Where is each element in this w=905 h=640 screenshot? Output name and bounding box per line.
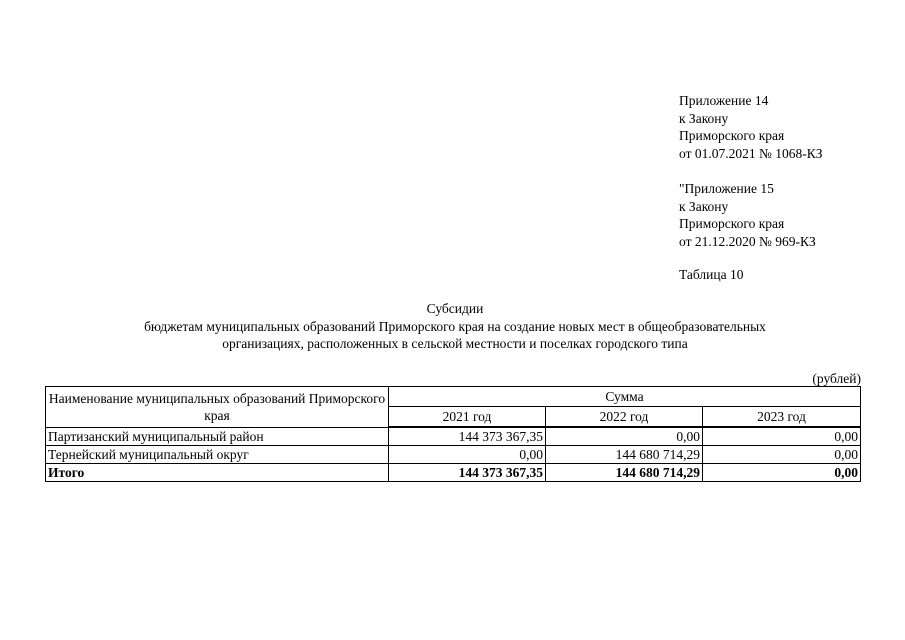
cell-amount: 0,00 — [703, 427, 861, 446]
cell-municipality: Тернейский муниципальный округ — [46, 446, 389, 464]
cell-total-amount: 144 680 714,29 — [546, 464, 703, 482]
title-line: Субсидии — [426, 301, 484, 316]
appendix-line: "Приложение 15 — [679, 181, 774, 196]
appendix-line: к Закону — [679, 198, 729, 214]
appendix-original-reference — [679, 180, 879, 250]
appendix-current-reference — [679, 92, 879, 162]
cell-amount: 0,00 — [703, 446, 861, 464]
cell-amount: 144 680 714,29 — [546, 446, 703, 464]
cell-total-amount: 144 373 367,35 — [389, 464, 546, 482]
header-year: 2021 год — [389, 407, 546, 428]
document-title — [60, 300, 850, 353]
table-row — [46, 427, 861, 446]
table-total-row — [46, 464, 861, 482]
cell-total-amount: 0,00 — [703, 464, 861, 482]
cell-total-label: Итого — [46, 464, 389, 482]
appendix-line: от 21.12.2020 № 969-КЗ — [679, 233, 816, 249]
header-sum: Сумма — [389, 387, 861, 407]
cell-amount: 144 373 367,35 — [389, 427, 546, 446]
appendix-line: от 01.07.2021 № 1068-КЗ — [679, 145, 823, 161]
subsidies-table — [45, 386, 861, 482]
header-year: 2022 год — [546, 407, 703, 428]
table-number: Таблица 10 — [679, 267, 744, 282]
appendix-line: к Закону — [679, 110, 729, 126]
table-row — [46, 446, 861, 464]
title-line: бюджетам муниципальных образований Приморского края на создание новых мест в общеобразовательных — [144, 318, 766, 334]
appendix-line: Приложение 14 — [679, 93, 769, 108]
header-municipality: Наименование муниципальных образований Приморского края — [46, 387, 389, 428]
appendix-line: Приморского края — [679, 216, 785, 231]
header-year: 2023 год — [703, 407, 861, 428]
cell-municipality: Партизанский муниципальный район — [46, 427, 389, 446]
appendix-line: Приморского края — [679, 128, 785, 143]
cell-amount: 0,00 — [546, 427, 703, 446]
units-label: (рублей) — [812, 371, 861, 386]
title-line: организациях, расположенных в сельской местности и поселках городского типа — [222, 336, 688, 351]
cell-amount: 0,00 — [389, 446, 546, 464]
